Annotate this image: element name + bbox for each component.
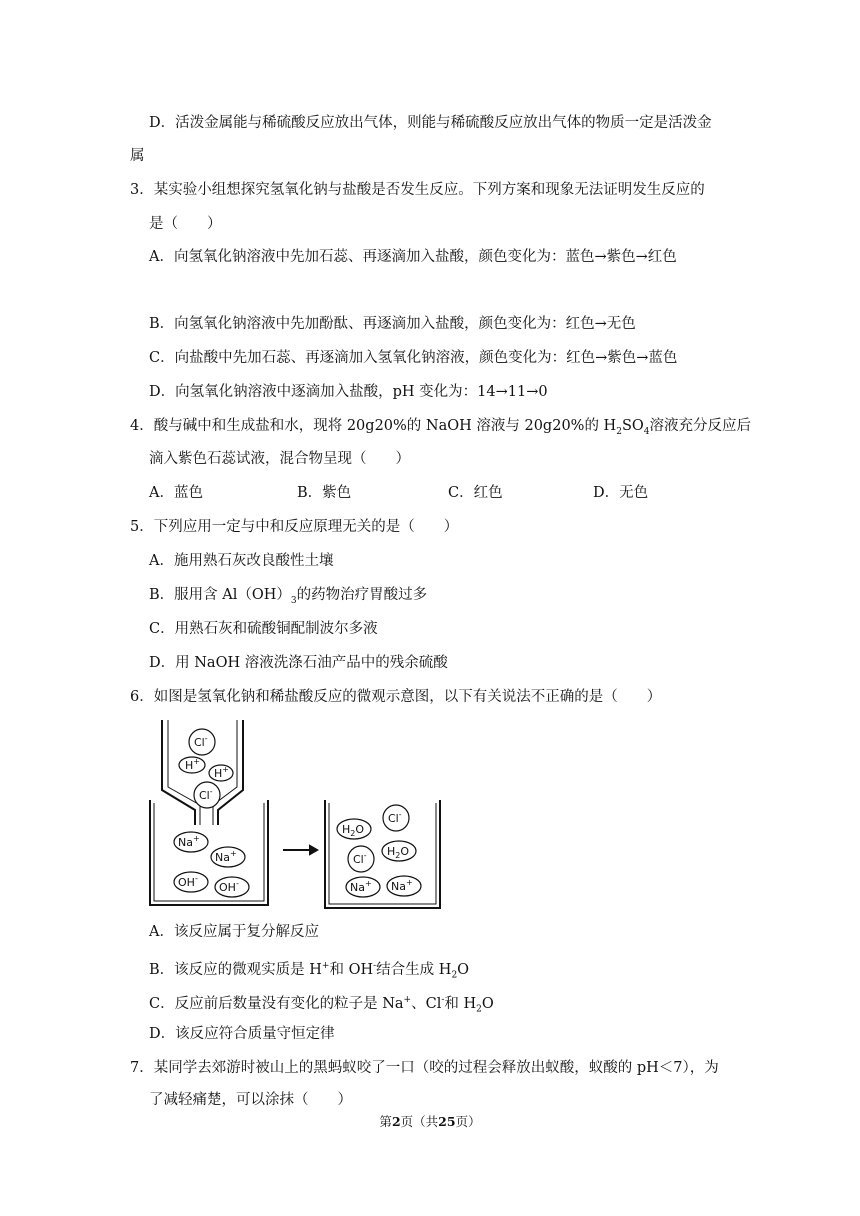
q4-option-b: B．紫色 [297, 485, 352, 501]
q4-stem-sub: 2 [616, 426, 622, 437]
footer-text-a: 第 [379, 1114, 392, 1129]
svg-text:H2O: $H_2O$ [387, 845, 410, 860]
footer-text-b: 页（共 [400, 1114, 439, 1129]
hydroxide-ion [174, 872, 208, 892]
q6-option-c-text-b: 、Cl [411, 995, 442, 1012]
page-footer [0, 1112, 860, 1130]
q5-option-b-text-b: 的药物治疗胃酸过多 [296, 587, 428, 603]
q4-stem-line1 [130, 416, 751, 442]
q4-stem-text-b: SO [621, 418, 644, 434]
sodium-ion [387, 876, 421, 896]
q6-option-c-sup2: - [441, 995, 445, 1005]
q2-option-d-line1: D．活泼金属能与稀硫酸反应放出气体，则能与稀硫酸反应放出气体的物质一定是活泼金 [149, 115, 712, 131]
reaction-diagram [140, 715, 450, 915]
q6-option-c-text-c: 和 H [444, 995, 477, 1012]
q6-option-c-text-d: O [481, 995, 494, 1012]
svg-text:Na+: Na+ [215, 849, 237, 864]
hydroxide-ion [215, 877, 249, 897]
svg-text:Na+: Na+ [350, 879, 372, 894]
q6-option-b [149, 956, 469, 986]
q6-option-b-sup1: + [321, 961, 330, 971]
svg-text:H+: H+ [214, 765, 229, 780]
chloride-ion [383, 805, 409, 831]
svg-text:Cl-: Cl- [388, 810, 402, 825]
q4-option-c: C．红色 [448, 485, 503, 501]
q5-stem: 5．下列应用一定与中和反应原理无关的是（ ） [130, 519, 459, 535]
q4-stem-line2: 滴入紫色石蕊试液，混合物呈现（ ） [149, 451, 410, 467]
q4-option-d: D．无色 [593, 485, 649, 501]
water-molecule [382, 841, 416, 861]
q4-option-a: A．蓝色 [149, 485, 203, 501]
left-beaker [150, 800, 268, 905]
q6-option-c-sup1: + [403, 995, 412, 1005]
q3-stem-line1: 3．某实验小组想探究氢氧化钠与盐酸是否发生反应。下列方案和现象无法证明发生反应的 [130, 182, 705, 198]
q4-stem-text-c: 溶液充分反应后 [649, 418, 751, 434]
svg-text:H+: H+ [185, 757, 200, 772]
svg-text:Na+: Na+ [391, 878, 413, 893]
svg-text:OH-: OH- [178, 874, 198, 889]
q6-option-d: D．该反应符合质量守恒定律 [149, 1026, 335, 1042]
q6-option-b-text-b: 和 OH [329, 961, 374, 978]
q6-option-b-text-d: O [457, 961, 470, 978]
q7-stem-line1: 7．某同学去郊游时被山上的黑蚂蚁咬了一口（咬的过程会释放出蚁酸，蚁酸的 pH＜7），为 [130, 1060, 719, 1076]
sodium-ion [346, 877, 380, 897]
svg-text:Cl-: Cl- [194, 734, 208, 749]
q4-stem-text-a: 4．酸与碱中和生成盐和水，现将 20g20%的 NaOH 溶液与 20g20%的 H [130, 418, 617, 434]
svg-text:Na+: Na+ [178, 834, 200, 849]
q5-option-d: D．用 NaOH 溶液洗涤石油产品中的残余硫酸 [149, 655, 448, 671]
q7-stem-line2: 了减轻痛楚，可以涂抹（ ） [149, 1092, 352, 1108]
q4-stem-sub2: 4 [643, 426, 650, 437]
hydrogen-ion [179, 757, 205, 773]
q6-stem: 6．如图是氢氧化钠和稀盐酸反应的微观示意图，以下有关说法不正确的是（ ） [130, 689, 662, 705]
q3-option-b: B．向氢氧化钠溶液中先加酚酞、再逐滴加入盐酸，颜色变化为：红色→无色 [149, 316, 636, 332]
q6-option-b-sub: 2 [451, 970, 458, 981]
q5-option-c: C．用熟石灰和硫酸铜配制波尔多液 [149, 621, 378, 637]
footer-total-pages: 25 [438, 1114, 456, 1129]
chloride-ion [189, 729, 215, 755]
q5-option-b-text-a: B．服用含 Al（OH） [149, 587, 291, 603]
q5-option-b-sub: 3 [290, 595, 297, 606]
q6-option-b-text-a: B．该反应的微观实质是 H [149, 961, 322, 978]
q5-option-a: A．施用熟石灰改良酸性土壤 [149, 553, 334, 569]
q3-option-a: A．向氢氧化钠溶液中先加石蕊、再逐滴加入盐酸，颜色变化为：蓝色→紫色→红色 [149, 249, 677, 265]
footer-text-c: 页） [455, 1114, 481, 1129]
chloride-ion [194, 782, 220, 808]
q3-option-d: D．向氢氧化钠溶液中逐滴加入盐酸，pH 变化为：14→11→0 [149, 384, 548, 400]
svg-text:Cl-: Cl- [199, 787, 213, 802]
hydrogen-ion [209, 765, 233, 781]
footer-page-number: 2 [391, 1114, 401, 1129]
sodium-ion [211, 847, 245, 867]
q3-option-c: C．向盐酸中先加石蕊、再逐滴加入氢氧化钠溶液，颜色变化为：红色→紫色→蓝色 [149, 350, 678, 366]
svg-text:H2O: $H_2O$ [342, 823, 365, 838]
q2-option-d-line2: 属 [130, 148, 145, 164]
q6-option-b-sup2: - [373, 961, 377, 971]
q6-option-c-sub: 2 [476, 1004, 482, 1015]
water-molecule [337, 819, 371, 839]
q6-option-c [149, 990, 494, 1020]
q3-stem-line2: 是（ ） [149, 216, 222, 232]
q6-option-b-text-c: 结合生成 H [376, 961, 452, 978]
svg-text:OH-: OH- [219, 879, 239, 894]
q5-option-b [149, 585, 427, 611]
sodium-ion [174, 832, 208, 852]
q6-option-a: A．该反应属于复分解反应 [149, 924, 319, 940]
chloride-ion [348, 846, 374, 872]
q6-option-c-text-a: C．反应前后数量没有变化的粒子是 Na [149, 995, 404, 1012]
svg-text:Cl-: Cl- [353, 851, 367, 866]
